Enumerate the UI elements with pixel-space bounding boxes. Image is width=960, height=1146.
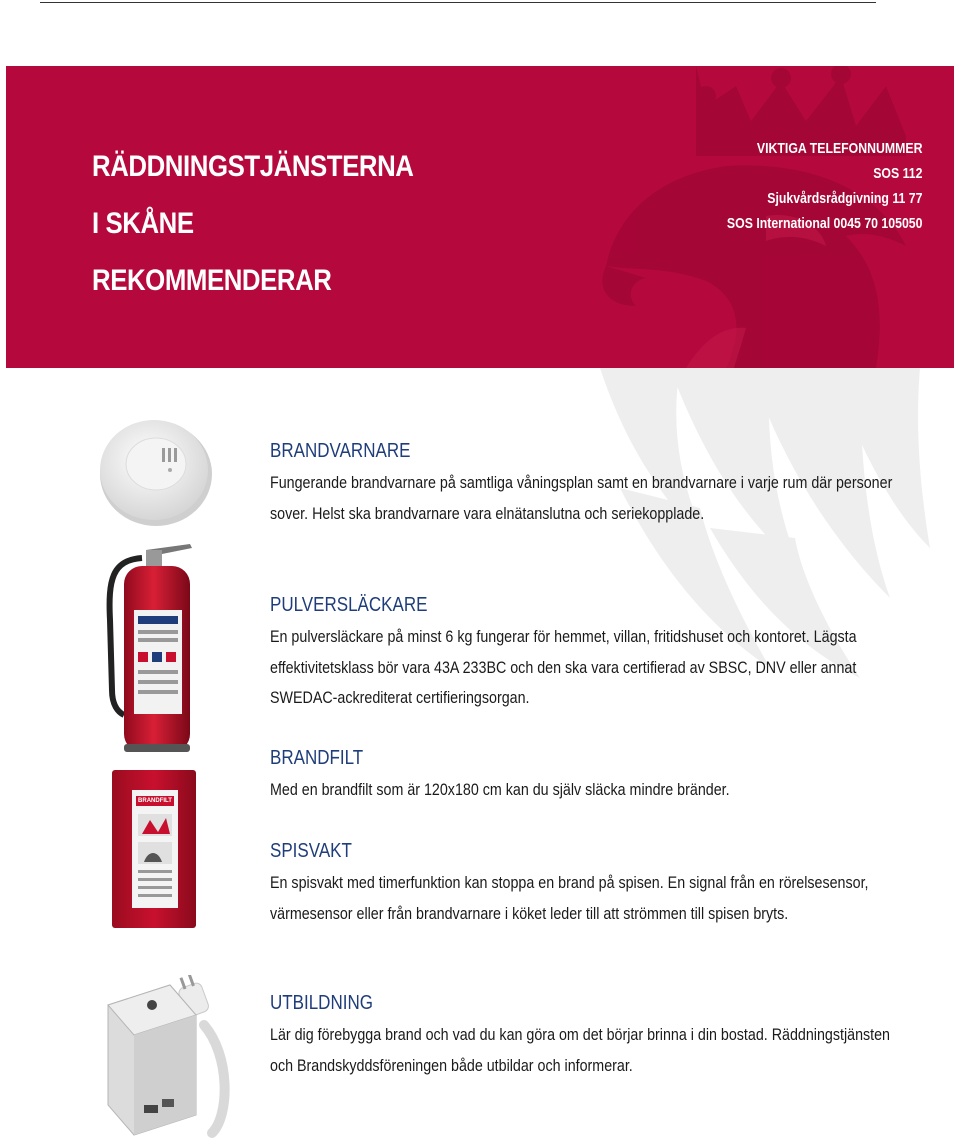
stove-guard-icon	[100, 975, 240, 1140]
fire-blanket-icon	[112, 770, 196, 928]
banner-title-line: RÄDDNINGSTJÄNSTERNA	[92, 150, 414, 183]
section-text: En spisvakt med timerfunktion kan stoppa en brand på spisen. En signal från en rörelsesensor, värmesensor eller från brandvarnare i köket leder till att strömmen till spisen bryts.	[270, 873, 869, 923]
section-brandfilt	[270, 745, 910, 806]
section-utbildning	[270, 990, 910, 1081]
phone-line: SOS International 0045 70 105050	[726, 215, 922, 232]
smoke-detector-icon	[96, 412, 216, 532]
phone-line: SOS 112	[872, 165, 922, 182]
section-text: Fungerande brandvarnare på samtliga våningsplan samt en brandvarnare i varje rum där personer sover. Helst ska brandvarnare vara elnätanslutna och seriekopplade.	[270, 473, 893, 523]
phone-heading: VIKTIGA TELEFONNUMMER	[756, 140, 922, 157]
banner-title	[92, 138, 414, 309]
fire-blanket-box	[112, 770, 196, 928]
section-title: SPISVAKT	[270, 840, 352, 862]
section-title: UTBILDNING	[270, 992, 373, 1014]
section-title: BRANDVARNARE	[270, 440, 411, 462]
section-title: PULVERSLÄCKARE	[270, 594, 428, 616]
fire-extinguisher-icon	[102, 540, 202, 760]
phone-numbers	[726, 136, 922, 236]
header-banner	[6, 66, 954, 368]
section-text: Med en brandfilt som är 120x180 cm kan du själv släcka mindre bränder.	[270, 780, 730, 799]
section-spisvakt	[270, 838, 910, 929]
top-rule	[40, 2, 876, 3]
fire-blanket-label: BRANDFILT	[138, 798, 172, 804]
section-brandvarnare	[270, 438, 910, 529]
section-pulverslackare	[270, 592, 910, 714]
banner-title-line: I SKÅNE	[92, 207, 194, 240]
banner-title-line: REKOMMENDERAR	[92, 264, 332, 297]
section-text: Lär dig förebygga brand och vad du kan göra om det börjar brinna i din bostad. Räddningstjänsten och Brandskyddsföreningen både utbildar och informerar.	[270, 1025, 891, 1075]
section-title: BRANDFILT	[270, 747, 364, 769]
section-text: En pulversläckare på minst 6 kg fungerar för hemmet, villan, fritidshuset och kontoret. Lägsta effektivitetsklass bör vara 43A 233BC och den ska vara certifierad av SBSC, DNV eller annat SWEDAC-ackrediterat certifieringsorgan.	[270, 627, 857, 707]
phone-line: Sjukvårdsrådgivning 11 77	[766, 190, 922, 207]
